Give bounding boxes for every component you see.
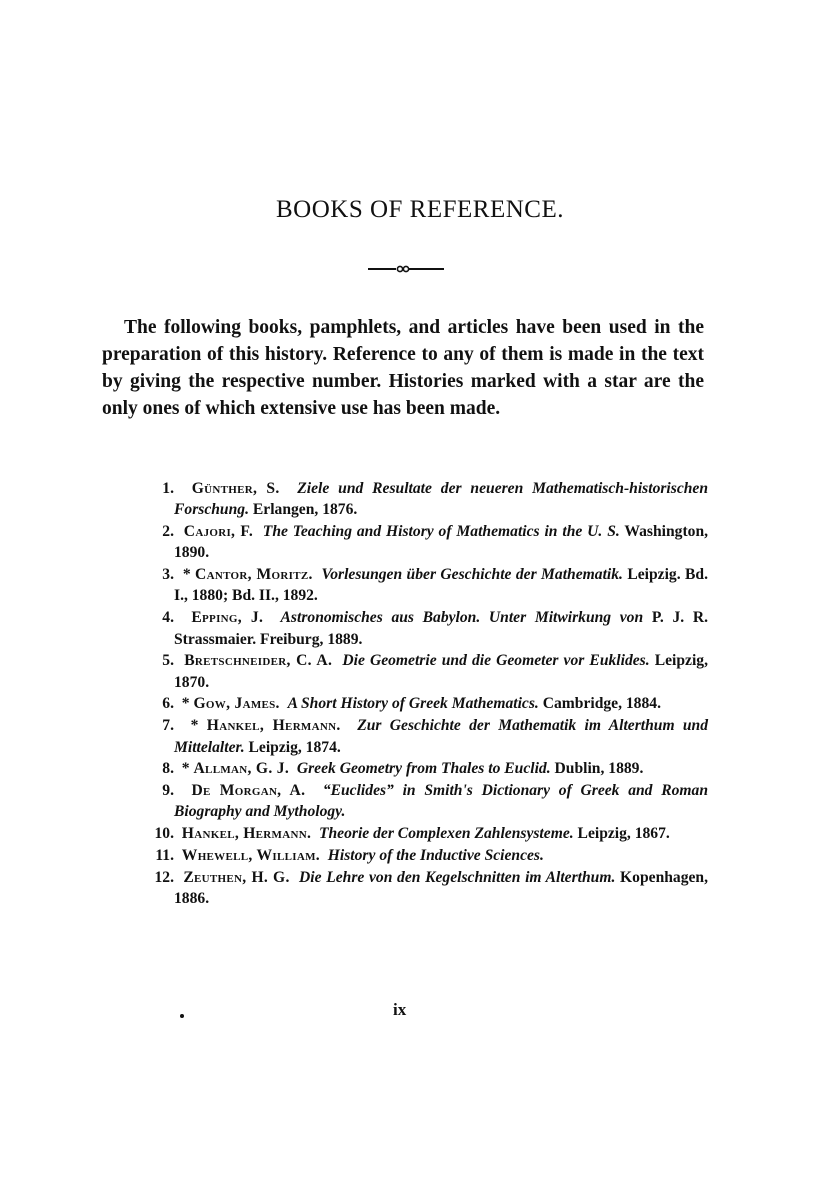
reference-number: 2. bbox=[162, 523, 174, 541]
page-number: ix bbox=[393, 1000, 407, 1019]
reference-item bbox=[104, 758, 708, 779]
reference-author: Allman, G. J. bbox=[193, 760, 290, 778]
reference-item bbox=[104, 521, 708, 564]
reference-star: * bbox=[181, 695, 194, 713]
reference-work: The Teaching and History of Mathematics in the U. S. bbox=[262, 523, 620, 541]
reference-number: 12. bbox=[154, 868, 174, 886]
reference-star: * bbox=[190, 717, 207, 735]
reference-work: A Short History of Greek Mathematics. bbox=[287, 695, 539, 713]
reference-publication: Cambridge, 1884. bbox=[538, 695, 661, 713]
reference-author: Whewell, William. bbox=[181, 847, 320, 865]
printer-mark bbox=[180, 1014, 184, 1018]
reference-item bbox=[104, 823, 708, 844]
reference-author: Günther, S. bbox=[191, 480, 280, 497]
reference-author: Hankel, Hermann. bbox=[181, 825, 312, 843]
reference-author: Gow, James. bbox=[193, 695, 280, 713]
reference-work: Die Lehre von den Kegelschnitten im Alterthum. bbox=[299, 868, 616, 886]
reference-item bbox=[104, 715, 708, 758]
reference-item bbox=[104, 845, 708, 866]
reference-star: * bbox=[181, 760, 194, 778]
reference-number: 3. bbox=[162, 566, 174, 584]
reference-item bbox=[104, 478, 708, 521]
reference-item bbox=[104, 780, 708, 823]
reference-work: Zur Geschichte der Mathematik im Alterthum und Mittelalter. bbox=[174, 717, 709, 756]
reference-publication: Kopenhagen, 1886. bbox=[174, 868, 709, 908]
reference-publication: Dublin, 1889. bbox=[550, 760, 644, 778]
reference-number: 1. bbox=[162, 480, 174, 497]
reference-number: 7. bbox=[162, 717, 174, 735]
reference-publication: Erlangen, 1876. bbox=[248, 501, 358, 519]
reference-item bbox=[104, 867, 708, 910]
reference-author: Hankel, Hermann. bbox=[206, 717, 341, 735]
reference-work: Greek Geometry from Thales to Euclid. bbox=[296, 760, 551, 778]
reference-publication: Leipzig, 1870. bbox=[174, 652, 709, 691]
reference-number: 8. bbox=[162, 760, 174, 778]
reference-work: “Euclides” in Smith's Dictionary of Greek and Roman Biography and Mythology. bbox=[174, 782, 709, 821]
reference-author: Epping, J. bbox=[191, 609, 264, 627]
reference-author: Cantor, Moritz. bbox=[195, 566, 313, 584]
reference-publication: Leipzig, 1874. bbox=[244, 738, 341, 756]
reference-work: History of the Inductive Sciences. bbox=[327, 847, 544, 865]
reference-work: Vorlesungen über Geschichte der Mathematik. bbox=[321, 566, 623, 584]
reference-number: 10. bbox=[154, 825, 174, 843]
reference-publication: P. J. R. Strassmaier. Freiburg, 1889. bbox=[174, 609, 708, 648]
reference-number: 11. bbox=[155, 847, 174, 865]
reference-item bbox=[104, 607, 708, 650]
reference-publication: Washington, 1890. bbox=[174, 523, 709, 562]
reference-author: De Morgan, A. bbox=[191, 782, 306, 800]
reference-work: Ziele und Resultate der neueren Mathematisch-historischen Forschung. bbox=[174, 480, 709, 519]
reference-list bbox=[104, 478, 708, 910]
reference-work: Astronomisches aus Babylon. Unter Mitwirkung von bbox=[280, 609, 644, 627]
reference-item bbox=[104, 693, 708, 714]
reference-publication: Leipzig. Bd. I., 1880; Bd. II., 1892. bbox=[174, 566, 709, 605]
reference-number: 9. bbox=[162, 782, 174, 800]
reference-author: Bretschneider, C. A. bbox=[184, 652, 333, 670]
page-title: BOOKS OF REFERENCE. bbox=[275, 196, 564, 223]
reference-publication: Leipzig, 1867. bbox=[573, 825, 670, 843]
reference-work: Theorie der Complexen Zahlensysteme. bbox=[318, 825, 574, 843]
divider-ornament bbox=[368, 262, 444, 274]
reference-item bbox=[104, 650, 708, 693]
reference-author: Cajori, F. bbox=[183, 523, 254, 541]
reference-item bbox=[104, 564, 708, 607]
reference-number: 6. bbox=[162, 695, 174, 713]
reference-number: 4. bbox=[162, 609, 174, 627]
reference-author: Zeuthen, H. G. bbox=[183, 868, 290, 886]
reference-work: Die Geometrie und die Geometer vor Euklides. bbox=[342, 652, 650, 670]
reference-number: 5. bbox=[162, 652, 174, 670]
intro-paragraph: The following books, pamphlets, and articles have been used in the preparation of this history. Reference to any of them is made in the text by giving the respective number. Histories marked with a star are the only ones of which extensive use has been made. bbox=[102, 317, 704, 419]
reference-star: * bbox=[182, 566, 196, 584]
